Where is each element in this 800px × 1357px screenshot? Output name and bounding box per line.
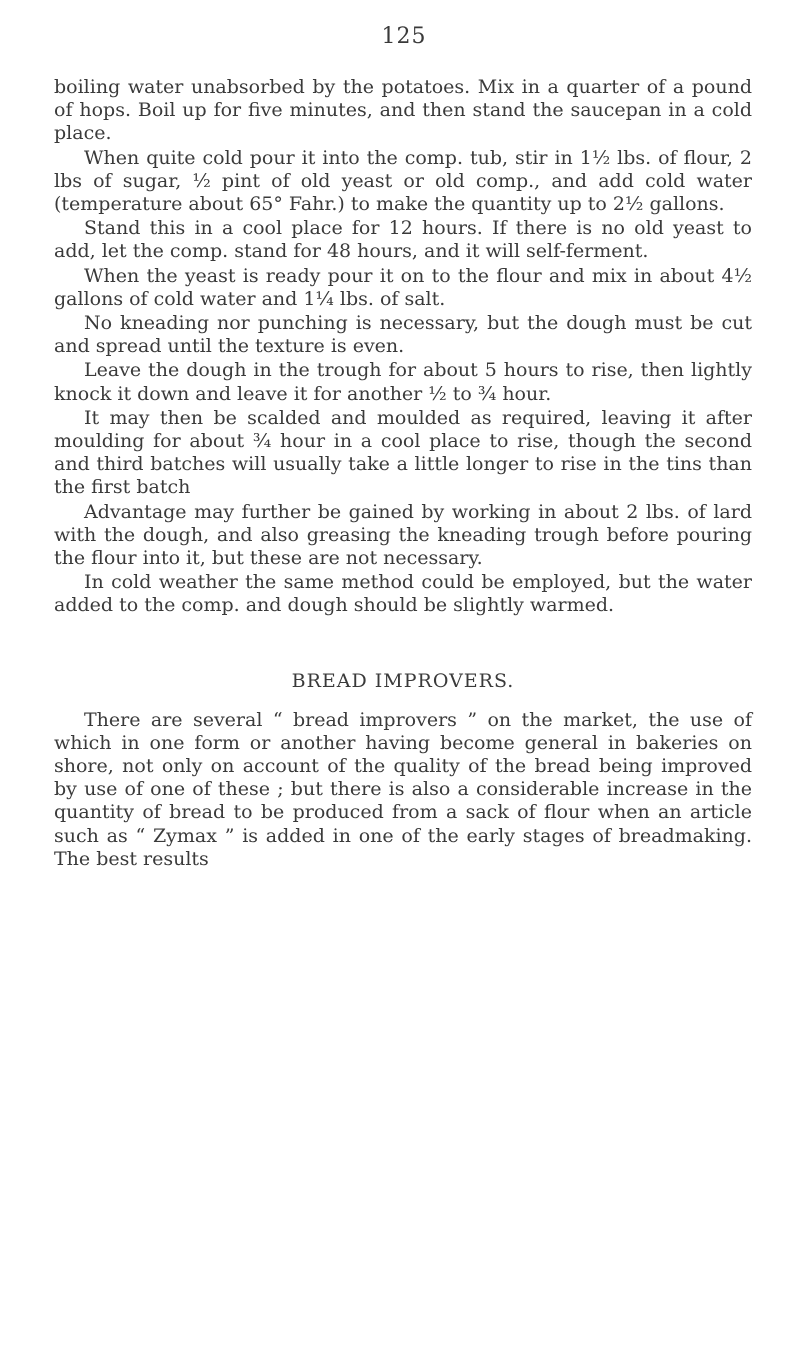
paragraph: When the yeast is ready pour it on to the flour and mix in about 4½ gallons of cold water and 1¼ lbs. of salt. [54, 264, 752, 310]
paragraph: Leave the dough in the trough for about 5 hours to rise, then lightly knock it down and leave it for another ½ to ¾ hour. [54, 359, 752, 405]
page-number: 125 [381, 24, 427, 49]
body-text [54, 76, 752, 871]
paragraph: It may then be scalded and moulded as required, leaving it after moulding for about ¾ hour in a cool place to rise, though the second and third batches will usually take a little longer to rise in the tins than the first batch [54, 406, 752, 499]
paragraph: No kneading nor punching is necessary, but the dough must be cut and spread until the texture is even. [54, 312, 752, 358]
paragraph: When quite cold pour it into the comp. tub, stir in 1½ lbs. of flour, 2 lbs of sugar, ½ pint of old yeast or old comp., and add cold water (temperature about 65° Fahr.) to make the quantity up to 2½ gallons. [54, 146, 752, 216]
paragraph: There are several “ bread improvers ” on the market, the use of which in one form or another having become general in bakeries on shore, not only on account of the quality of the bread being improved by use of one of these ; but there is also a considerable increase in the quantity of bread to be produced from a sack of flour when an article such as “ Zymax ” is added in one of the early stages of breadmaking. The best results [54, 708, 752, 870]
paragraph: Stand this in a cool place for 12 hours. If there is no old yeast to add, let the comp. stand for 48 hours, and it will self-ferment. [54, 217, 752, 263]
paragraph: Advantage may further be gained by working in about 2 lbs. of lard with the dough, and also greasing the kneading trough before pouring the flour into it, but these are not necessary. [54, 500, 752, 570]
section-heading: BREAD IMPROVERS. [291, 669, 515, 692]
book-page [54, 0, 754, 1357]
paragraph: boiling water unabsorbed by the potatoes. Mix in a quarter of a pound of hops. Boil up for five minutes, and then stand the saucepan in a cold place. [54, 76, 752, 145]
paragraph: In cold weather the same method could be employed, but the water added to the comp. and dough should be slightly warmed. [54, 571, 752, 617]
